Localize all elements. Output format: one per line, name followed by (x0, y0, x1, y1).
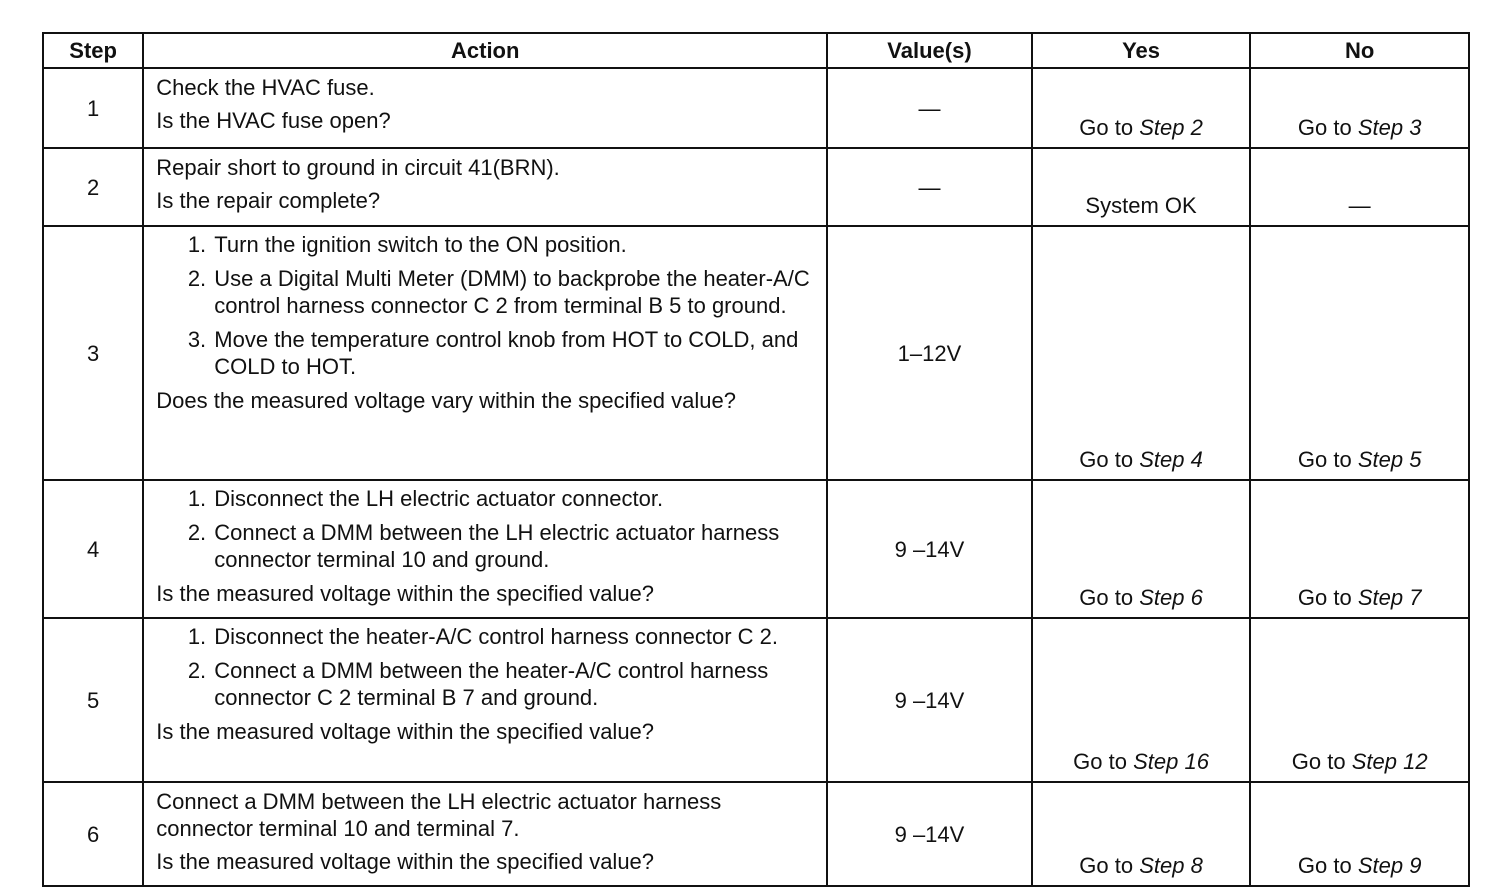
yes-goto-step: Step 2 (1139, 115, 1203, 140)
table-row (43, 480, 1469, 618)
table-row (43, 618, 1469, 782)
yes-result-text: Go to (1079, 447, 1140, 472)
yes-goto-step: Step 8 (1139, 853, 1203, 878)
table-row (43, 226, 1469, 480)
action-instruction: Repair short to ground in circuit 41(BRN). (156, 155, 560, 180)
step-number: 1 (43, 68, 143, 148)
yes-goto-step: Step 16 (1133, 749, 1209, 774)
no-goto-step: Step 12 (1351, 749, 1428, 774)
substep-item: 1. Disconnect the LH electric actuator connector. (212, 485, 814, 512)
value-cell: 1–12V (827, 226, 1032, 480)
value-cell: — (827, 148, 1032, 226)
substep-item: 1. Disconnect the heater-A/C control harness connector C 2. (212, 623, 814, 650)
action-question: Is the HVAC fuse open? (156, 108, 391, 133)
action-question: Does the measured voltage vary within the specified value? (156, 388, 736, 413)
value-cell: 9 –14V (827, 782, 1032, 886)
header-values: Value(s) (827, 33, 1032, 68)
no-result-text: Go to (1291, 749, 1352, 774)
yes-cell (1032, 782, 1251, 886)
table-body (43, 68, 1469, 886)
no-cell (1250, 782, 1469, 886)
no-result-text: Go to (1297, 447, 1358, 472)
yes-result-text: Go to (1073, 749, 1134, 774)
value-cell: 9 –14V (827, 480, 1032, 618)
action-question: Is the repair complete? (156, 188, 381, 213)
yes-cell (1032, 618, 1251, 782)
header-row (43, 33, 1469, 68)
no-cell (1250, 226, 1469, 480)
diagnostic-table (42, 32, 1470, 887)
substep-list (156, 485, 814, 573)
yes-cell (1032, 148, 1251, 226)
action-question: Is the measured voltage within the specified value? (156, 849, 655, 874)
substep-list (156, 231, 814, 380)
table-row (43, 68, 1469, 148)
header-step: Step (43, 33, 143, 68)
step-number: 2 (43, 148, 143, 226)
action-instruction: Check the HVAC fuse. (156, 75, 375, 100)
table-row (43, 148, 1469, 226)
no-result-text: Go to (1297, 115, 1358, 140)
action-instruction: Connect a DMM between the LH electric actuator harness connector terminal 10 and terminal 7. (156, 789, 722, 841)
no-cell (1250, 68, 1469, 148)
action-cell (143, 782, 827, 886)
no-goto-step: Step 5 (1357, 447, 1422, 472)
yes-result-text: Go to (1079, 115, 1140, 140)
yes-cell (1032, 480, 1251, 618)
no-cell (1250, 618, 1469, 782)
yes-goto-step: Step 6 (1139, 585, 1203, 610)
substep-item: 2. Use a Digital Multi Meter (DMM) to backprobe the heater-A/C control harness connector C 2 from terminal B 5 to ground. (212, 265, 814, 319)
no-goto-step: Step 7 (1357, 585, 1422, 610)
substep-item: 2. Connect a DMM between the LH electric actuator harness connector terminal 10 and ground. (212, 519, 814, 573)
header-no: No (1250, 33, 1469, 68)
action-cell (143, 480, 827, 618)
step-number: 5 (43, 618, 143, 782)
action-question: Is the measured voltage within the specified value? (156, 719, 655, 744)
substep-item: 2. Connect a DMM between the heater-A/C control harness connector C 2 terminal B 7 and ground. (212, 657, 814, 711)
action-cell (143, 618, 827, 782)
action-cell (143, 226, 827, 480)
action-cell (143, 148, 827, 226)
no-goto-step: Step 9 (1357, 853, 1422, 878)
substep-item: 1. Turn the ignition switch to the ON position. (212, 231, 814, 258)
no-goto-step: Step 3 (1357, 115, 1422, 140)
yes-cell (1032, 68, 1251, 148)
value-cell: — (827, 68, 1032, 148)
no-result-text: Go to (1297, 585, 1358, 610)
no-result-text: — (1348, 193, 1371, 218)
action-cell (143, 68, 827, 148)
no-cell (1250, 148, 1469, 226)
no-cell (1250, 480, 1469, 618)
substep-list (156, 623, 814, 711)
yes-result-text: Go to (1079, 585, 1140, 610)
yes-goto-step: Step 4 (1139, 447, 1203, 472)
yes-result-text: System OK (1085, 193, 1197, 218)
substep-item: 3. Move the temperature control knob from HOT to COLD, and COLD to HOT. (212, 326, 814, 380)
step-number: 4 (43, 480, 143, 618)
value-cell: 9 –14V (827, 618, 1032, 782)
yes-result-text: Go to (1079, 853, 1140, 878)
header-yes: Yes (1032, 33, 1251, 68)
table-row (43, 782, 1469, 886)
yes-cell (1032, 226, 1251, 480)
header-action: Action (143, 33, 827, 68)
no-result-text: Go to (1297, 853, 1358, 878)
step-number: 6 (43, 782, 143, 886)
action-question: Is the measured voltage within the specified value? (156, 581, 655, 606)
step-number: 3 (43, 226, 143, 480)
